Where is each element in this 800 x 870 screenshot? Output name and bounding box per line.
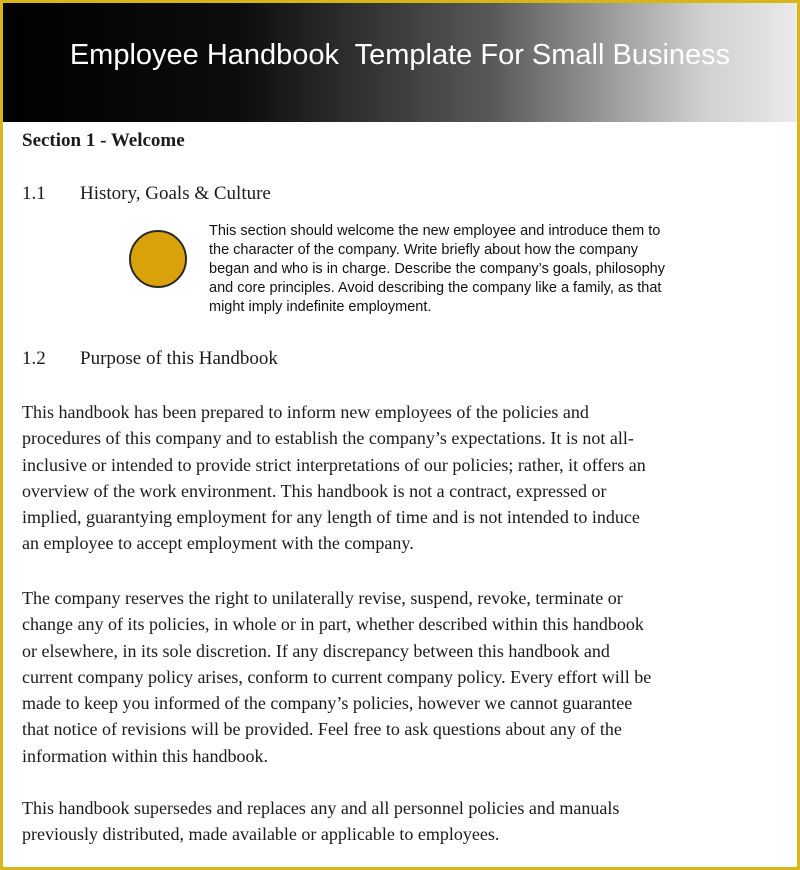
subsection-title: Purpose of this Handbook — [80, 348, 278, 369]
subsection-number: 1.1 — [22, 183, 46, 204]
title-banner — [3, 3, 797, 122]
subsection-title: History, Goals & Culture — [80, 183, 271, 204]
subsection-number: 1.2 — [22, 348, 46, 369]
guidance-note: This section should welcome the new employee and introduce them to the character of the company. Write briefly about how the company began and who is in charge. Describe the company’s goals, philosophy and core principles. Avoid describing the company like a family, as that might imply indefinite employment. — [209, 223, 665, 315]
subsection-heading-history — [22, 183, 271, 205]
subsection-heading-purpose — [22, 348, 278, 370]
section-heading: Section 1 - Welcome — [22, 130, 185, 151]
banner-title: Employee Handbook Template For Small Business — [69, 39, 731, 71]
handbook-page — [3, 122, 797, 870]
body-paragraph: The company reserves the right to unilaterally revise, suspend, revoke, terminate or change any of its policies, in whole or in part, whether described within this handbook or elsewhere, in its sole discretion. If any discrepancy between this handbook and current company policy arises, conform to current company policy. Every effort will be made to keep you informed of the company’s policies, however we cannot guarantee that notice of revisions will be provided. Feel free to ask questions about any of the information within this handbook. — [22, 588, 652, 766]
yellow-circle-icon — [129, 230, 187, 288]
body-paragraph: This handbook supersedes and replaces any and all personnel policies and manuals previously distributed, made available or applicable to employees. — [22, 798, 620, 845]
body-paragraph: This handbook has been prepared to inform new employees of the policies and procedures of this company and to establish the company’s expectations. It is not all- inclusive or intended to provide strict interpretations of our policies; rather, it offers an overview of the work environment. This handbook is not a contract, expressed or implied, guarantying employment for any length of time and is not intended to induce an employee to accept employment with the company. — [22, 402, 646, 554]
